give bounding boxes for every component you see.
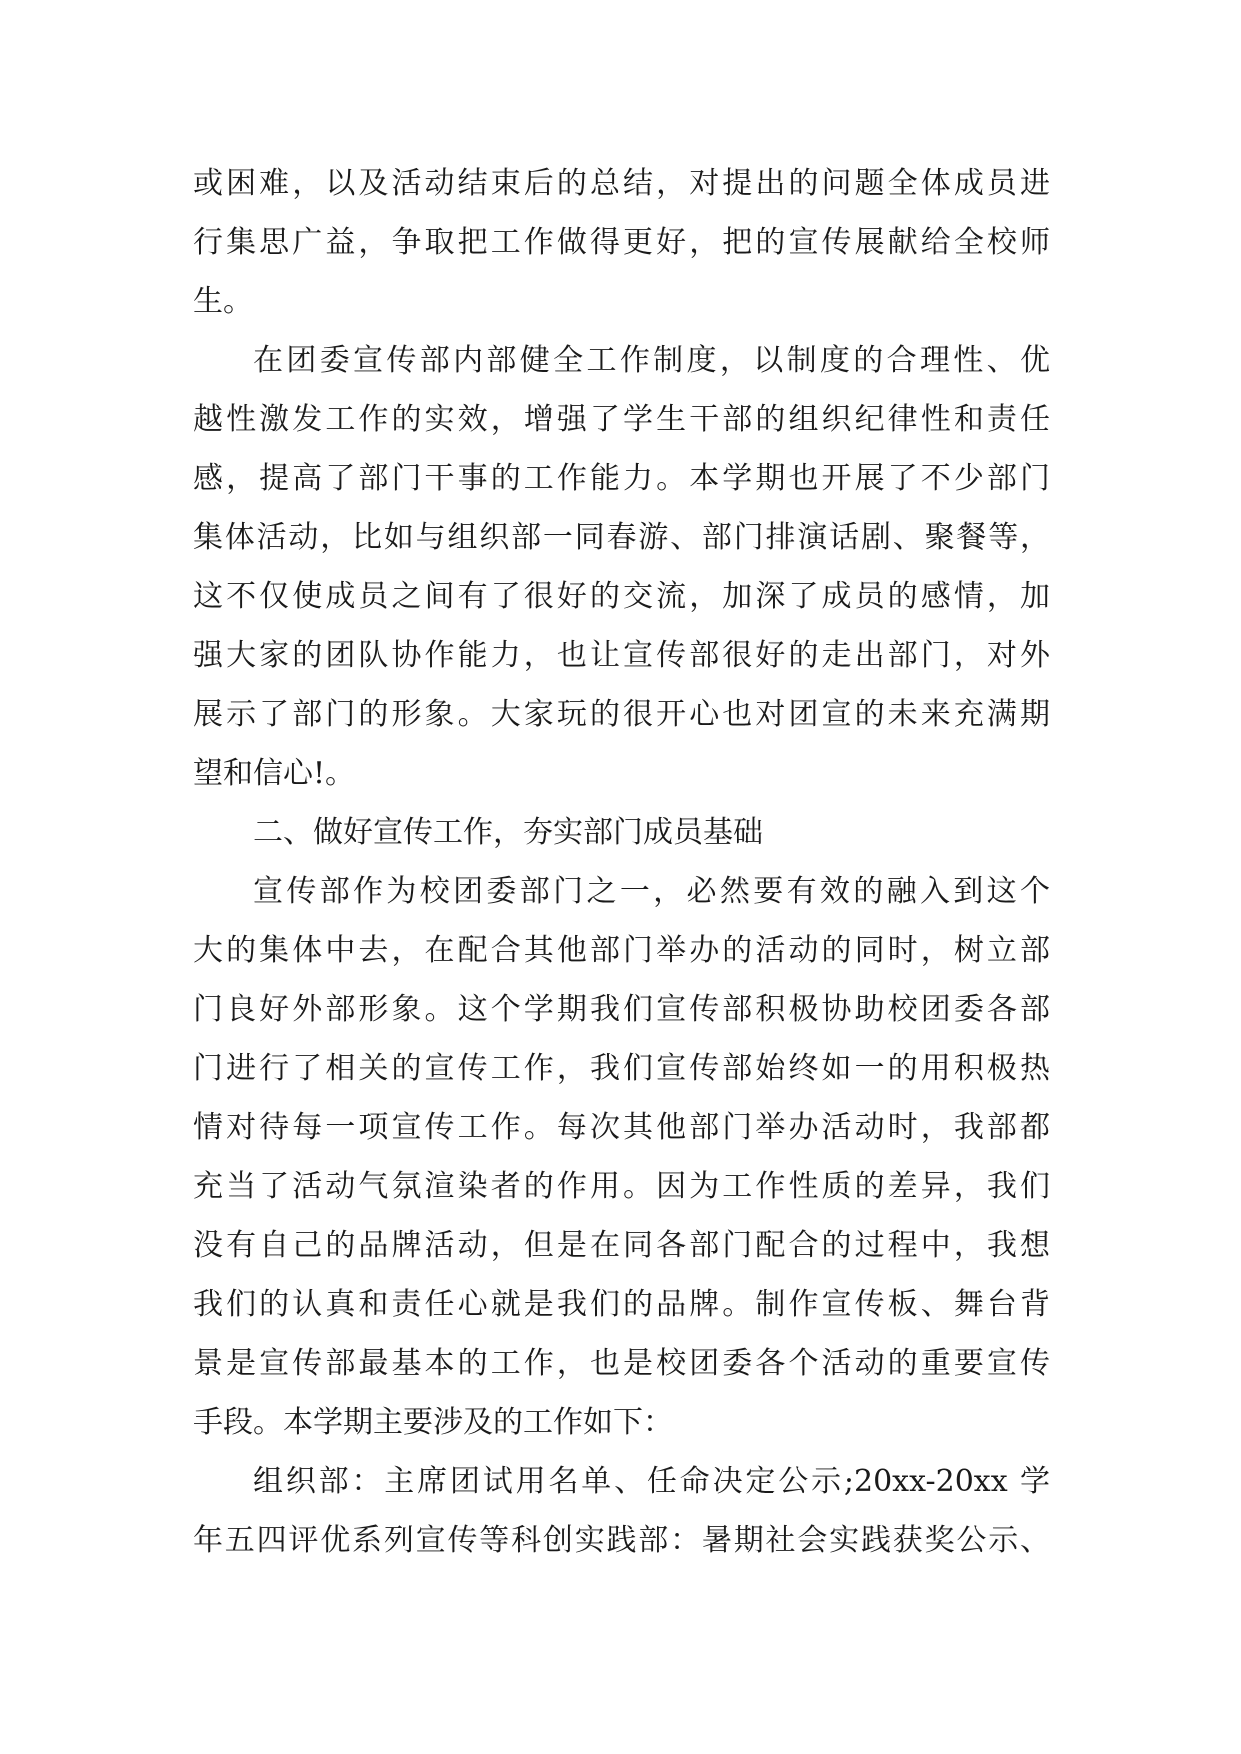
text-line: 宣传部作为校团委部门之一，必然要有效的融入到这个 <box>253 874 1050 909</box>
text-line: 展示了部门的形象。大家玩的很开心也对团宣的未来充满期 <box>193 697 1050 732</box>
paragraph <box>193 331 1050 803</box>
text-line: 强大家的团队协作能力，也让宣传部很好的走出部门，对外 <box>193 638 1050 673</box>
document-body <box>193 154 1050 1570</box>
text-line: 手段。本学期主要涉及的工作如下： <box>193 1405 673 1440</box>
text-line: 大的集体中去，在配合其他部门举办的活动的同时，树立部 <box>193 933 1050 968</box>
text-line: 景是宣传部最基本的工作，也是校团委各个活动的重要宣传 <box>193 1346 1050 1381</box>
text-line: 望和信心!。 <box>193 756 356 791</box>
text-line: 我们的认真和责任心就是我们的品牌。制作宣传板、舞台背 <box>193 1287 1050 1322</box>
text-line: 这不仅使成员之间有了很好的交流，加深了成员的感情，加 <box>193 579 1050 614</box>
text-line: 或困难，以及活动结束后的总结，对提出的问题全体成员进 <box>193 166 1050 201</box>
text-line: 组织部：主席团试用名单、任命决定公示;20xx-20xx 学 <box>253 1464 1050 1499</box>
section-heading-text: 二、做好宣传工作，夯实部门成员基础 <box>253 815 763 850</box>
text-line: 越性激发工作的实效，增强了学生干部的组织纪律性和责任 <box>193 402 1050 437</box>
text-line: 没有自己的品牌活动，但是在同各部门配合的过程中，我想 <box>193 1228 1050 1263</box>
text-line: 年五四评优系列宣传等科创实践部：暑期社会实践获奖公示、 <box>193 1523 1050 1558</box>
text-line: 生。 <box>193 284 253 319</box>
text-line: 充当了活动气氛渲染者的作用。因为工作性质的差异，我们 <box>193 1169 1050 1204</box>
text-line: 行集思广益，争取把工作做得更好，把的宣传展献给全校师 <box>193 225 1050 260</box>
text-line: 在团委宣传部内部健全工作制度，以制度的合理性、优 <box>253 343 1050 378</box>
paragraph <box>193 862 1050 1452</box>
paragraph <box>193 1452 1050 1570</box>
section-heading <box>193 803 1050 862</box>
text-line: 门良好外部形象。这个学期我们宣传部积极协助校团委各部 <box>193 992 1050 1027</box>
text-line: 门进行了相关的宣传工作，我们宣传部始终如一的用积极热 <box>193 1051 1050 1086</box>
paragraph <box>193 154 1050 331</box>
text-line: 情对待每一项宣传工作。每次其他部门举办活动时，我部都 <box>193 1110 1050 1145</box>
text-line: 感，提高了部门干事的工作能力。本学期也开展了不少部门 <box>193 461 1050 496</box>
text-line: 集体活动，比如与组织部一同春游、部门排演话剧、聚餐等， <box>193 520 1050 555</box>
